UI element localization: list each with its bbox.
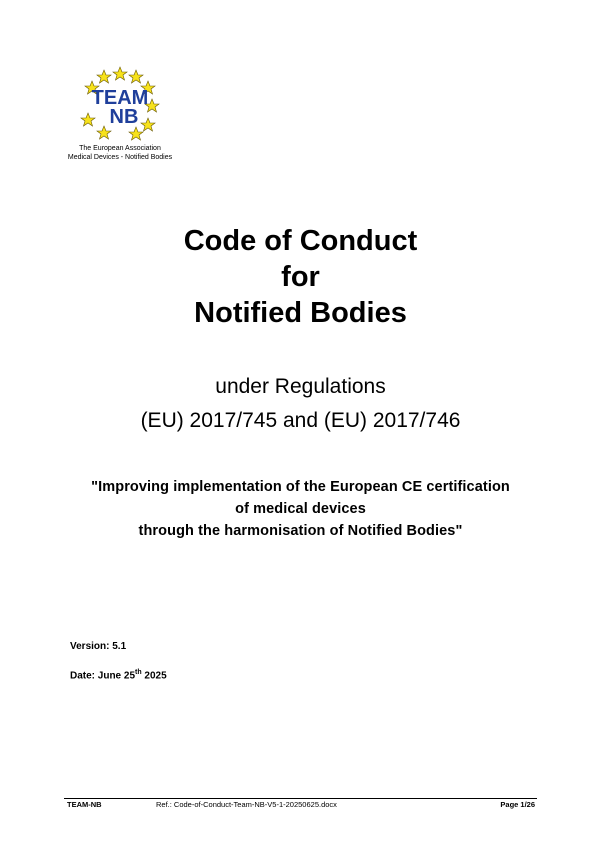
document-subtitle	[0, 370, 601, 438]
star-icon	[129, 127, 143, 140]
title-line1: Code of Conduct	[183, 225, 418, 257]
document-motto	[0, 476, 601, 542]
logo-text-nb: NB	[109, 106, 139, 128]
footer-page-number: Page 1/26	[500, 800, 535, 809]
page-footer	[64, 800, 537, 812]
logo-tagline-line1: The European Association	[79, 145, 161, 152]
title-line2: for	[281, 261, 320, 293]
star-icon	[81, 113, 95, 126]
footer-reference: Ref.: Code-of-Conduct-Team-NB-V5-1-20250625.docx	[156, 800, 337, 809]
date-label	[70, 669, 167, 681]
version-label: Version: 5.1	[70, 641, 127, 652]
star-icon	[97, 70, 111, 83]
date-suffix: th	[135, 669, 142, 676]
motto-line1: "Improving implementation of the European CE certification	[91, 479, 510, 495]
star-icon	[113, 67, 127, 80]
team-nb-logo-graphic	[72, 66, 168, 144]
document-title	[0, 223, 601, 331]
subtitle-line2: (EU) 2017/745 and (EU) 2017/746	[140, 409, 461, 432]
motto-line3: through the harmonisation of Notified Bodies"	[138, 523, 463, 539]
star-icon	[129, 70, 143, 83]
footer-divider	[64, 798, 537, 799]
footer-org: TEAM-NB	[67, 800, 102, 809]
logo-tagline-line2: Medical Devices - Notified Bodies	[67, 154, 173, 161]
date-year: 2025	[141, 670, 167, 682]
subtitle-line1: under Regulations	[215, 375, 386, 398]
date-prefix: Date: June 25	[70, 670, 136, 682]
star-icon	[141, 118, 155, 131]
motto-line2: of medical devices	[235, 501, 366, 517]
team-nb-logo	[60, 62, 180, 172]
title-line3: Notified Bodies	[194, 297, 407, 329]
logo-tagline	[60, 144, 180, 162]
logo-text-team: TEAM	[91, 87, 149, 109]
